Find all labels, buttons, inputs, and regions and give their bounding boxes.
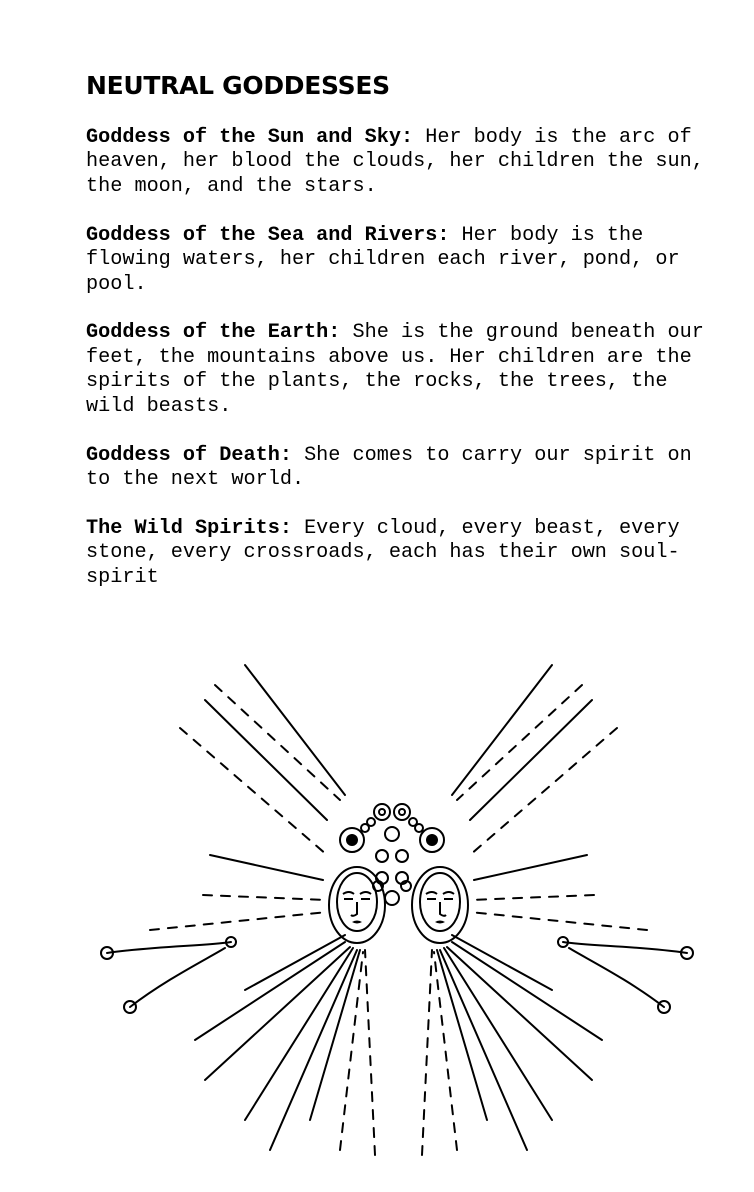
ray-left-7 [245, 935, 345, 990]
ray-right-1 [457, 685, 582, 800]
entry-description: Her body is the arc of heaven, her blood the clouds, her children the sun, the moon, and the stars. [86, 126, 704, 198]
ray-right-6 [470, 912, 647, 930]
entry-term: Goddess of the Earth: [86, 321, 341, 345]
entry-sun-and-sky [86, 126, 726, 199]
ray-right-5 [470, 895, 594, 900]
entry-description: She is the ground beneath our feet, the mountains above us. Her children are the spirits of the plants, the rocks, the trees, the wild beasts. [86, 321, 704, 418]
entry-sea-and-rivers [86, 224, 726, 297]
ray-left-0 [245, 665, 345, 795]
page-heading: NEUTRAL GODDESSES [86, 71, 390, 100]
entry-description: Her body is the flowing waters, her children each river, pond, or pool. [86, 223, 680, 296]
headdress-ornament [340, 804, 444, 905]
entry-term: Goddess of Death: [86, 443, 292, 467]
ray-left-14 [365, 950, 375, 1155]
entry-death [86, 444, 726, 493]
ray-right-0 [452, 665, 552, 795]
ray-left-10 [245, 948, 353, 1120]
ray-right-4 [474, 855, 587, 880]
ray-right-7 [452, 935, 552, 990]
ray-left-6 [150, 912, 327, 930]
goddess-list [86, 126, 726, 615]
entry-description: Every cloud, every beast, every stone, every crossroads, each has their own soul-spirit [86, 516, 680, 589]
ray-left-1 [215, 685, 340, 800]
entry-description: She comes to carry our spirit on to the next world. [86, 443, 692, 491]
entry-term: Goddess of the Sun and Sky: [86, 126, 414, 149]
entry-wild-spirits [86, 517, 726, 590]
left-tendrils [101, 937, 236, 1013]
twin-goddess-illustration [95, 650, 705, 1170]
twin-goddess-drawing [95, 650, 705, 1170]
ray-left-8 [195, 942, 345, 1040]
ray-right-8 [452, 942, 602, 1040]
entry-term: The Wild Spirits: [86, 516, 292, 540]
left-goddess-face [329, 867, 385, 943]
entry-earth [86, 321, 726, 419]
right-goddess-face [412, 867, 468, 943]
right-tendrils [558, 937, 693, 1013]
ray-left-4 [210, 855, 323, 880]
ray-right-10 [444, 948, 552, 1120]
right-radiating-rays [422, 665, 647, 1155]
entry-term: Goddess of the Sea and Rivers: [86, 223, 450, 247]
left-radiating-rays [150, 665, 375, 1155]
ray-right-14 [422, 950, 432, 1155]
ray-left-5 [203, 895, 327, 900]
